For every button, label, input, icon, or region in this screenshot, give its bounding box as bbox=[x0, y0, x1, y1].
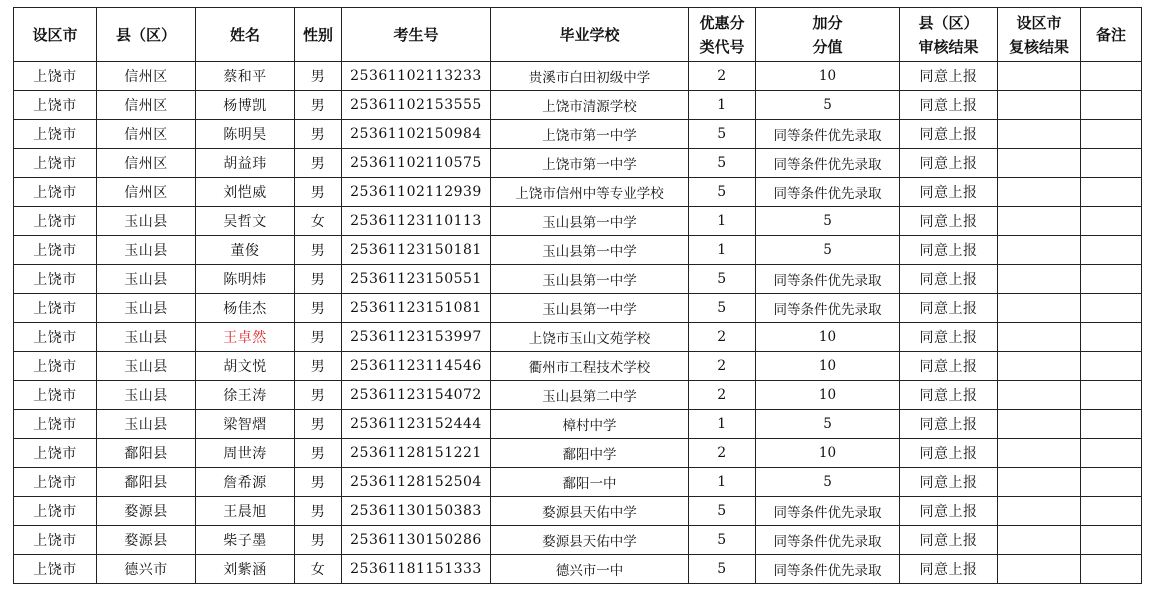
cell-school: 上饶市信州中等专业学校 bbox=[491, 178, 689, 207]
cell-county-review: 同意上报 bbox=[900, 323, 998, 352]
cell-name: 刘恺威 bbox=[196, 178, 295, 207]
cell-name: 胡文悦 bbox=[196, 352, 295, 381]
cell-school: 上饶市玉山文苑学校 bbox=[491, 323, 689, 352]
cell-city-review bbox=[998, 352, 1081, 381]
header-name bbox=[196, 8, 295, 62]
cell-remarks bbox=[1081, 149, 1142, 178]
header-city-review bbox=[998, 8, 1081, 62]
cell-name: 杨佳杰 bbox=[196, 294, 295, 323]
cell-city: 上饶市 bbox=[14, 323, 97, 352]
cell-remarks bbox=[1081, 468, 1142, 497]
cell-bonus-value: 同等条件优先录取 bbox=[756, 178, 900, 207]
cell-city: 上饶市 bbox=[14, 265, 97, 294]
table-row bbox=[14, 526, 1142, 555]
cell-bonus-code: 5 bbox=[689, 265, 756, 294]
cell-bonus-code: 1 bbox=[689, 207, 756, 236]
cell-bonus-value: 10 bbox=[756, 323, 900, 352]
cell-city-review bbox=[998, 555, 1081, 584]
cell-county-review: 同意上报 bbox=[900, 91, 998, 120]
cell-exam-no: 25361123110113 bbox=[342, 207, 491, 236]
cell-exam-no: 25361123151081 bbox=[342, 294, 491, 323]
cell-bonus-code: 5 bbox=[689, 555, 756, 584]
cell-city-review bbox=[998, 149, 1081, 178]
cell-county: 婺源县 bbox=[97, 497, 196, 526]
table-row bbox=[14, 497, 1142, 526]
cell-county: 玉山县 bbox=[97, 236, 196, 265]
cell-school: 上饶市清源学校 bbox=[491, 91, 689, 120]
cell-bonus-value: 同等条件优先录取 bbox=[756, 526, 900, 555]
cell-gender: 男 bbox=[295, 294, 342, 323]
cell-city: 上饶市 bbox=[14, 236, 97, 265]
cell-bonus-value: 10 bbox=[756, 62, 900, 91]
table-body bbox=[14, 62, 1142, 584]
cell-bonus-code: 5 bbox=[689, 120, 756, 149]
table-row bbox=[14, 352, 1142, 381]
header-school-line: 毕业学校 bbox=[559, 25, 620, 44]
table-row bbox=[14, 62, 1142, 91]
cell-city-review bbox=[998, 91, 1081, 120]
table-row bbox=[14, 410, 1142, 439]
cell-name: 杨博凯 bbox=[196, 91, 295, 120]
header-city-review-line: 设区市 bbox=[1016, 13, 1062, 32]
cell-exam-no: 25361123114546 bbox=[342, 352, 491, 381]
cell-county: 鄱阳县 bbox=[97, 439, 196, 468]
cell-county: 信州区 bbox=[97, 178, 196, 207]
cell-county: 婺源县 bbox=[97, 526, 196, 555]
cell-bonus-value: 5 bbox=[756, 468, 900, 497]
cell-bonus-code: 5 bbox=[689, 149, 756, 178]
header-county-review bbox=[900, 8, 998, 62]
cell-school: 鄱阳一中 bbox=[491, 468, 689, 497]
cell-city-review bbox=[998, 62, 1081, 91]
cell-name: 吴哲文 bbox=[196, 207, 295, 236]
cell-name: 陈明炜 bbox=[196, 265, 295, 294]
header-city-review-line: 复核结果 bbox=[1008, 37, 1069, 56]
header-county-line: 县（区） bbox=[115, 25, 176, 44]
cell-city-review bbox=[998, 381, 1081, 410]
cell-school: 樟村中学 bbox=[491, 410, 689, 439]
cell-county: 鄱阳县 bbox=[97, 468, 196, 497]
cell-gender: 男 bbox=[295, 468, 342, 497]
cell-remarks bbox=[1081, 294, 1142, 323]
cell-city-review bbox=[998, 294, 1081, 323]
cell-bonus-code: 1 bbox=[689, 236, 756, 265]
cell-city: 上饶市 bbox=[14, 410, 97, 439]
cell-remarks bbox=[1081, 381, 1142, 410]
cell-school: 上饶市第一中学 bbox=[491, 120, 689, 149]
cell-gender: 女 bbox=[295, 555, 342, 584]
cell-bonus-value: 10 bbox=[756, 381, 900, 410]
cell-school: 贵溪市白田初级中学 bbox=[491, 62, 689, 91]
cell-school: 婺源县天佑中学 bbox=[491, 526, 689, 555]
cell-exam-no: 25361123152444 bbox=[342, 410, 491, 439]
cell-bonus-value: 10 bbox=[756, 352, 900, 381]
table-row bbox=[14, 91, 1142, 120]
table-row bbox=[14, 294, 1142, 323]
cell-remarks bbox=[1081, 265, 1142, 294]
cell-city: 上饶市 bbox=[14, 178, 97, 207]
cell-gender: 女 bbox=[295, 207, 342, 236]
cell-county-review: 同意上报 bbox=[900, 178, 998, 207]
header-gender bbox=[295, 8, 342, 62]
cell-city: 上饶市 bbox=[14, 120, 97, 149]
cell-gender: 男 bbox=[295, 178, 342, 207]
header-remarks-line: 备注 bbox=[1095, 25, 1126, 44]
cell-county-review: 同意上报 bbox=[900, 526, 998, 555]
cell-name: 王晨旭 bbox=[196, 497, 295, 526]
cell-city: 上饶市 bbox=[14, 294, 97, 323]
cell-bonus-code: 5 bbox=[689, 178, 756, 207]
header-city-line: 设区市 bbox=[32, 25, 78, 44]
cell-name: 徐王涛 bbox=[196, 381, 295, 410]
table-row bbox=[14, 120, 1142, 149]
table-row bbox=[14, 323, 1142, 352]
header-county-review-line: 县（区） bbox=[918, 13, 979, 32]
cell-school: 玉山县第二中学 bbox=[491, 381, 689, 410]
cell-remarks bbox=[1081, 352, 1142, 381]
cell-name: 詹希源 bbox=[196, 468, 295, 497]
header-county bbox=[97, 8, 196, 62]
cell-city: 上饶市 bbox=[14, 526, 97, 555]
cell-city: 上饶市 bbox=[14, 62, 97, 91]
header-exam-no bbox=[342, 8, 491, 62]
cell-school: 玉山县第一中学 bbox=[491, 207, 689, 236]
cell-city: 上饶市 bbox=[14, 497, 97, 526]
cell-city: 上饶市 bbox=[14, 468, 97, 497]
cell-exam-no: 25361123153997 bbox=[342, 323, 491, 352]
cell-bonus-value: 同等条件优先录取 bbox=[756, 149, 900, 178]
cell-city-review bbox=[998, 265, 1081, 294]
cell-bonus-code: 5 bbox=[689, 294, 756, 323]
cell-school: 玉山县第一中学 bbox=[491, 236, 689, 265]
cell-county-review: 同意上报 bbox=[900, 555, 998, 584]
table-row bbox=[14, 439, 1142, 468]
cell-exam-no: 25361128151221 bbox=[342, 439, 491, 468]
cell-name: 陈明昊 bbox=[196, 120, 295, 149]
cell-city: 上饶市 bbox=[14, 149, 97, 178]
cell-city: 上饶市 bbox=[14, 381, 97, 410]
header-gender-line: 性别 bbox=[302, 25, 333, 44]
cell-exam-no: 25361130150383 bbox=[342, 497, 491, 526]
cell-gender: 男 bbox=[295, 62, 342, 91]
cell-gender: 男 bbox=[295, 526, 342, 555]
cell-county-review: 同意上报 bbox=[900, 468, 998, 497]
cell-city: 上饶市 bbox=[14, 91, 97, 120]
header-bonus-value-line: 加分 bbox=[812, 13, 843, 32]
cell-school: 鄱阳中学 bbox=[491, 439, 689, 468]
cell-bonus-value: 5 bbox=[756, 91, 900, 120]
cell-bonus-value: 同等条件优先录取 bbox=[756, 294, 900, 323]
table-row bbox=[14, 381, 1142, 410]
cell-county-review: 同意上报 bbox=[900, 62, 998, 91]
cell-name: 王卓然 bbox=[196, 323, 295, 352]
cell-city-review bbox=[998, 207, 1081, 236]
table-row bbox=[14, 207, 1142, 236]
cell-bonus-code: 1 bbox=[689, 468, 756, 497]
cell-gender: 男 bbox=[295, 91, 342, 120]
cell-city-review bbox=[998, 323, 1081, 352]
cell-bonus-value: 同等条件优先录取 bbox=[756, 555, 900, 584]
cell-bonus-code: 2 bbox=[689, 323, 756, 352]
cell-bonus-value: 5 bbox=[756, 207, 900, 236]
cell-county: 玉山县 bbox=[97, 352, 196, 381]
cell-gender: 男 bbox=[295, 381, 342, 410]
cell-county: 玉山县 bbox=[97, 294, 196, 323]
table-header-row bbox=[14, 8, 1142, 62]
cell-county: 信州区 bbox=[97, 149, 196, 178]
cell-exam-no: 25361123150551 bbox=[342, 265, 491, 294]
cell-remarks bbox=[1081, 120, 1142, 149]
cell-city-review bbox=[998, 120, 1081, 149]
cell-remarks bbox=[1081, 236, 1142, 265]
cell-gender: 男 bbox=[295, 439, 342, 468]
cell-bonus-value: 同等条件优先录取 bbox=[756, 265, 900, 294]
cell-county: 玉山县 bbox=[97, 381, 196, 410]
table-row bbox=[14, 236, 1142, 265]
cell-county: 玉山县 bbox=[97, 207, 196, 236]
cell-bonus-code: 2 bbox=[689, 381, 756, 410]
table-row bbox=[14, 149, 1142, 178]
cell-name: 胡益玮 bbox=[196, 149, 295, 178]
cell-exam-no: 25361102150984 bbox=[342, 120, 491, 149]
cell-gender: 男 bbox=[295, 352, 342, 381]
cell-city-review bbox=[998, 178, 1081, 207]
cell-county: 玉山县 bbox=[97, 265, 196, 294]
cell-bonus-value: 5 bbox=[756, 410, 900, 439]
cell-name: 蔡和平 bbox=[196, 62, 295, 91]
cell-county-review: 同意上报 bbox=[900, 381, 998, 410]
cell-county-review: 同意上报 bbox=[900, 352, 998, 381]
header-bonus-code-line: 类代号 bbox=[699, 37, 745, 56]
cell-gender: 男 bbox=[295, 323, 342, 352]
cell-city-review bbox=[998, 497, 1081, 526]
cell-exam-no: 25361102113233 bbox=[342, 62, 491, 91]
cell-county: 玉山县 bbox=[97, 323, 196, 352]
header-county-review-line: 审核结果 bbox=[918, 37, 979, 56]
cell-bonus-value: 10 bbox=[756, 439, 900, 468]
cell-county-review: 同意上报 bbox=[900, 236, 998, 265]
cell-gender: 男 bbox=[295, 120, 342, 149]
table-row bbox=[14, 265, 1142, 294]
cell-exam-no: 25361123150181 bbox=[342, 236, 491, 265]
cell-gender: 男 bbox=[295, 236, 342, 265]
header-bonus-code bbox=[689, 8, 756, 62]
cell-county-review: 同意上报 bbox=[900, 120, 998, 149]
cell-city-review bbox=[998, 468, 1081, 497]
cell-exam-no: 25361128152504 bbox=[342, 468, 491, 497]
cell-city-review bbox=[998, 410, 1081, 439]
cell-name: 梁智熠 bbox=[196, 410, 295, 439]
cell-city-review bbox=[998, 236, 1081, 265]
cell-county-review: 同意上报 bbox=[900, 294, 998, 323]
cell-city: 上饶市 bbox=[14, 207, 97, 236]
cell-county-review: 同意上报 bbox=[900, 410, 998, 439]
cell-county-review: 同意上报 bbox=[900, 439, 998, 468]
cell-school: 玉山县第一中学 bbox=[491, 265, 689, 294]
cell-gender: 男 bbox=[295, 410, 342, 439]
cell-remarks bbox=[1081, 497, 1142, 526]
cell-bonus-code: 5 bbox=[689, 526, 756, 555]
cell-county-review: 同意上报 bbox=[900, 265, 998, 294]
table-row bbox=[14, 555, 1142, 584]
cell-gender: 男 bbox=[295, 149, 342, 178]
cell-bonus-value: 同等条件优先录取 bbox=[756, 497, 900, 526]
cell-exam-no: 25361102110575 bbox=[342, 149, 491, 178]
cell-name: 柴子墨 bbox=[196, 526, 295, 555]
cell-city: 上饶市 bbox=[14, 555, 97, 584]
cell-school: 上饶市第一中学 bbox=[491, 149, 689, 178]
cell-remarks bbox=[1081, 207, 1142, 236]
cell-remarks bbox=[1081, 323, 1142, 352]
cell-exam-no: 25361130150286 bbox=[342, 526, 491, 555]
cell-remarks bbox=[1081, 526, 1142, 555]
cell-gender: 男 bbox=[295, 265, 342, 294]
header-bonus-value-line: 分值 bbox=[812, 37, 843, 56]
cell-city: 上饶市 bbox=[14, 439, 97, 468]
cell-school: 衢州市工程技术学校 bbox=[491, 352, 689, 381]
cell-name: 刘紫涵 bbox=[196, 555, 295, 584]
table-row bbox=[14, 468, 1142, 497]
header-bonus-code-line: 优惠分 bbox=[699, 13, 745, 32]
cell-county-review: 同意上报 bbox=[900, 497, 998, 526]
cell-remarks bbox=[1081, 439, 1142, 468]
cell-county: 德兴市 bbox=[97, 555, 196, 584]
cell-exam-no: 25361102112939 bbox=[342, 178, 491, 207]
cell-county-review: 同意上报 bbox=[900, 207, 998, 236]
cell-bonus-code: 1 bbox=[689, 410, 756, 439]
cell-gender: 男 bbox=[295, 497, 342, 526]
cell-exam-no: 25361181151333 bbox=[342, 555, 491, 584]
cell-exam-no: 25361102153555 bbox=[342, 91, 491, 120]
cell-city-review bbox=[998, 439, 1081, 468]
cell-name: 周世涛 bbox=[196, 439, 295, 468]
cell-bonus-value: 同等条件优先录取 bbox=[756, 120, 900, 149]
header-school bbox=[491, 8, 689, 62]
header-remarks bbox=[1081, 8, 1142, 62]
cell-city-review bbox=[998, 526, 1081, 555]
cell-county: 信州区 bbox=[97, 120, 196, 149]
cell-county: 信州区 bbox=[97, 62, 196, 91]
cell-county-review: 同意上报 bbox=[900, 149, 998, 178]
header-name-line: 姓名 bbox=[229, 25, 260, 44]
cell-bonus-value: 5 bbox=[756, 236, 900, 265]
cell-bonus-code: 2 bbox=[689, 439, 756, 468]
cell-county: 玉山县 bbox=[97, 410, 196, 439]
cell-school: 玉山县第一中学 bbox=[491, 294, 689, 323]
cell-name: 董俊 bbox=[196, 236, 295, 265]
cell-county: 信州区 bbox=[97, 91, 196, 120]
cell-city: 上饶市 bbox=[14, 352, 97, 381]
cell-remarks bbox=[1081, 178, 1142, 207]
table-row bbox=[14, 178, 1142, 207]
cell-school: 德兴市一中 bbox=[491, 555, 689, 584]
cell-school: 婺源县天佑中学 bbox=[491, 497, 689, 526]
cell-bonus-code: 1 bbox=[689, 91, 756, 120]
cell-remarks bbox=[1081, 555, 1142, 584]
header-bonus-value bbox=[756, 8, 900, 62]
cell-exam-no: 25361123154072 bbox=[342, 381, 491, 410]
bonus-points-review-table bbox=[13, 7, 1142, 584]
cell-remarks bbox=[1081, 91, 1142, 120]
header-city bbox=[14, 8, 97, 62]
cell-bonus-code: 2 bbox=[689, 352, 756, 381]
cell-remarks bbox=[1081, 410, 1142, 439]
header-exam-no-line: 考生号 bbox=[393, 25, 439, 44]
cell-bonus-code: 2 bbox=[689, 62, 756, 91]
cell-remarks bbox=[1081, 62, 1142, 91]
cell-bonus-code: 5 bbox=[689, 497, 756, 526]
